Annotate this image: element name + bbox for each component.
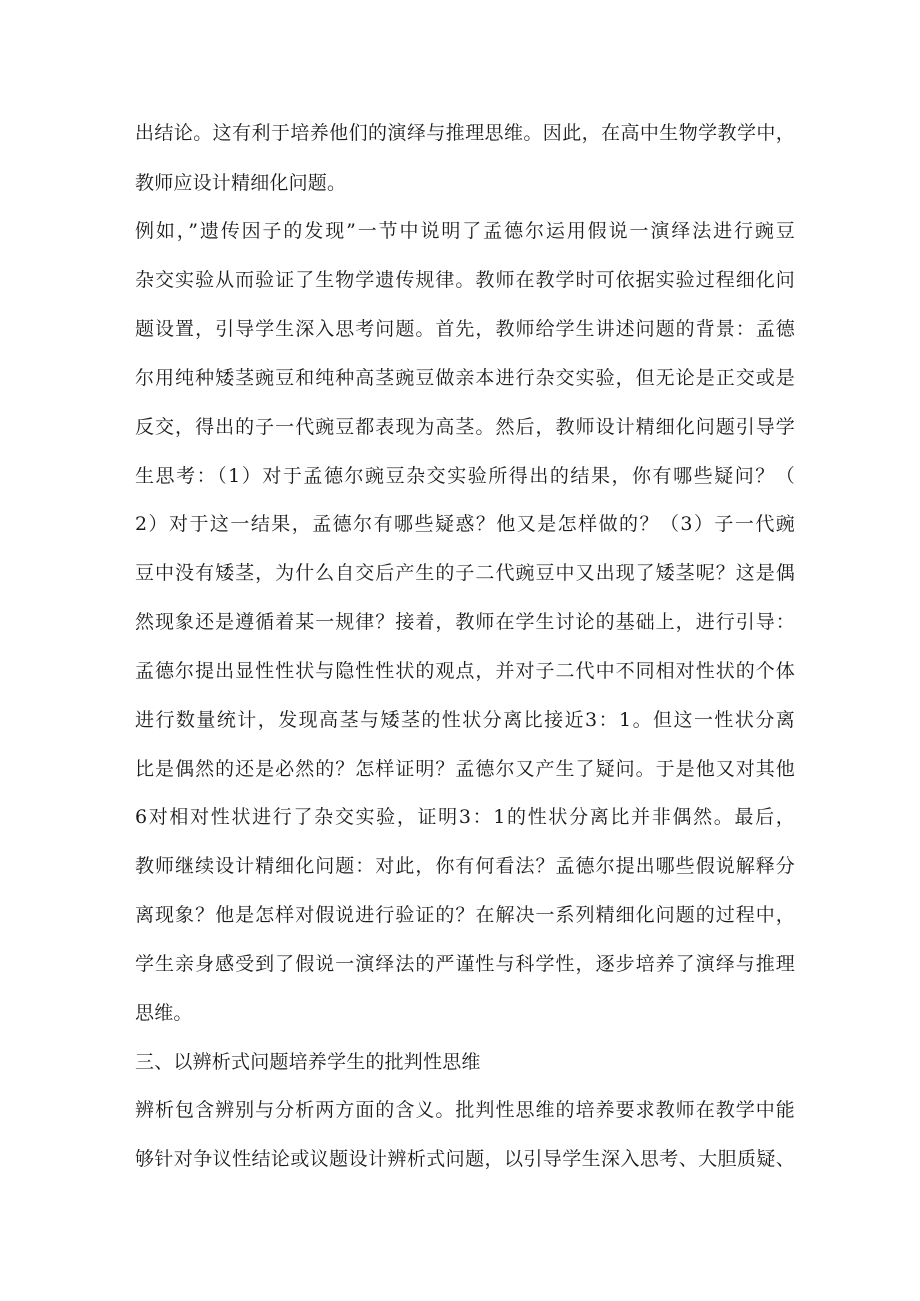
text-line: 教师应设计精细化问题。 (135, 172, 347, 194)
text-line: 豆中没有矮茎，为什么自交后产生的子二代豌豆中又出现了矮茎呢？这是偶 (135, 562, 795, 584)
text-line: 反交，得出的子一代豌豆都表现为高茎。然后，教师设计精细化问题引导学 (135, 416, 795, 438)
text-line: 辨析包含辨别与分析两方面的含义。批判性思维的培养要求教师在教学中能 (135, 1099, 795, 1121)
text-line: 例如，”遗传因子的发现”一节中说明了孟德尔运用假说一演绎法进行豌豆 (135, 220, 795, 242)
section-heading: 三、以辨析式问题培养学生的批判性思维 (135, 1051, 481, 1073)
text-line: 孟德尔提出显性性状与隐性性状的观点，并对子二代中不同相对性状的个体 (135, 660, 795, 682)
text-line: 比是偶然的还是必然的？怎样证明？孟德尔又产生了疑问。于是他又对其他 (135, 758, 795, 780)
text-line: 杂交实验从而验证了生物学遗传规律。教师在教学时可依据实验过程细化问 (135, 269, 795, 291)
text-line: 教师继续设计精细化问题：对此，你有何看法？孟德尔提出哪些假说解释分 (135, 855, 795, 877)
text-line: 然现象还是遵循着某一规律？接着，教师在学生讨论的基础上，进行引导： (135, 611, 795, 633)
text-line: 2）对于这一结果，孟德尔有哪些疑惑？他又是怎样做的？（3）子一代豌 (135, 513, 795, 535)
text-line: 离现象？他是怎样对假说进行验证的？在解决一系列精细化问题的过程中， (135, 904, 795, 926)
text-line: 生思考：（1）对于孟德尔豌豆杂交实验所得出的结果，你有哪些疑问？（ (135, 465, 795, 487)
text-line: 尔用纯种矮茎豌豆和纯种高茎豌豆做亲本进行杂交实验，但无论是正交或是 (135, 367, 795, 389)
text-line: 出结论。这有利于培养他们的演绎与推理思维。因此，在高中生物学教学中， (135, 122, 795, 144)
text-line: 6对相对性状进行了杂交实验，证明3：1的性状分离比并非偶然。最后， (135, 806, 795, 828)
text-line: 学生亲身感受到了假说一演绎法的严谨性与科学性，逐步培养了演绎与推理 (135, 953, 795, 975)
text-line: 思维。 (135, 1002, 193, 1024)
text-line: 题设置，引导学生深入思考问题。首先，教师给学生讲述问题的背景：孟德 (135, 318, 795, 340)
text-line: 够针对争议性结论或议题设计辨析式问题，以引导学生深入思考、大胆质疑、 (135, 1148, 795, 1170)
text-line: 进行数量统计，发现高茎与矮茎的性状分离比接近3：1。但这一性状分离 (135, 709, 795, 731)
